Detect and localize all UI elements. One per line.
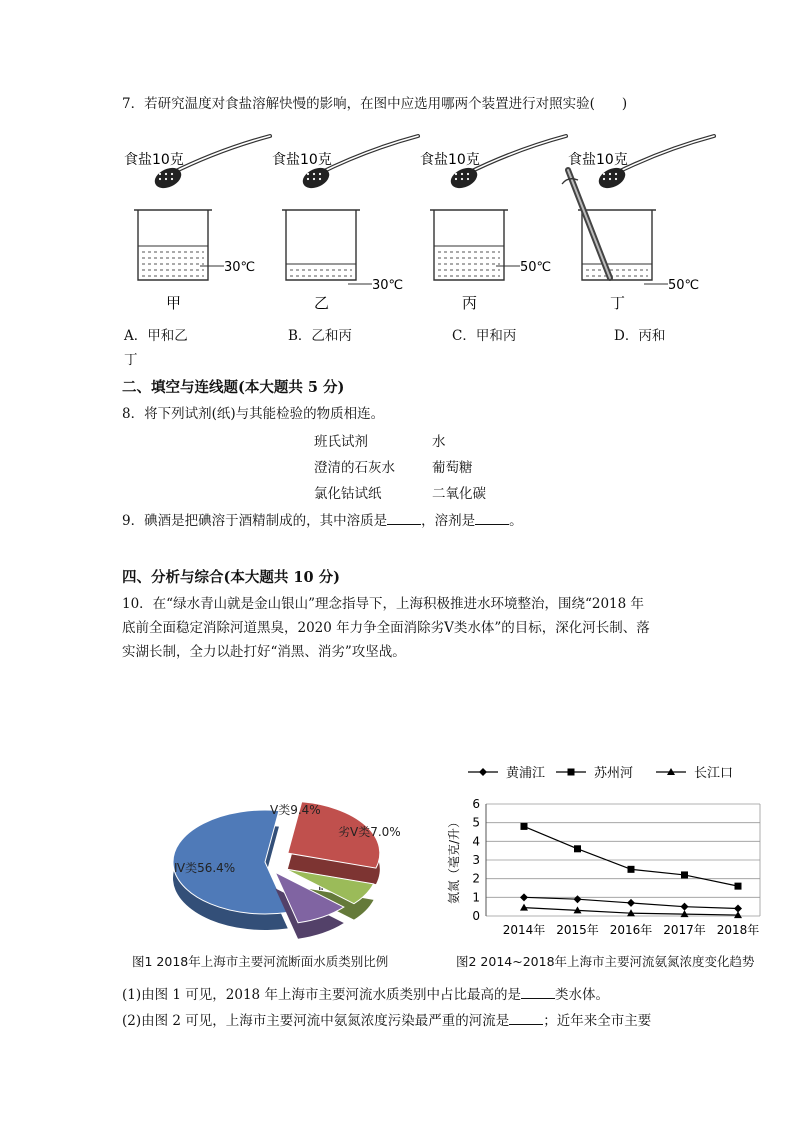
data-point — [574, 845, 581, 852]
y-tick-label: 4 — [472, 834, 480, 849]
salt-grain — [171, 173, 173, 175]
salt-grain — [461, 173, 463, 175]
setup-name: 丙 — [462, 294, 478, 312]
spoon-handle — [614, 136, 714, 174]
setup-2 — [272, 136, 418, 312]
salt-grain — [319, 173, 321, 175]
data-point — [681, 903, 689, 911]
q8-right-item[interactable]: 葡萄糖 — [432, 460, 473, 476]
q10-line: 底前全面稳定消除河道黑臭，2020 年力争全面消除劣Ⅴ类水体”的目标，深化河长制、落 — [122, 620, 650, 636]
q8-right-item[interactable]: 二氧化碳 — [432, 486, 486, 502]
option-c[interactable]: C．甲和丙 — [452, 328, 517, 344]
q10-line: 10．在“绿水青山就是金山银山”理念指导下，上海积极推进水环境整治，围绕“2018 年 — [122, 596, 645, 612]
q9-blank-solvent[interactable] — [475, 510, 509, 525]
salt-grain — [615, 178, 617, 180]
setup-4 — [562, 136, 714, 312]
salt-grain — [615, 173, 617, 175]
legend-label: 苏州河 — [594, 766, 634, 781]
q10-sub1-a: (1)由图 1 可见，2018 年上海市主要河流水质类别中占比最高的是 — [122, 987, 521, 1003]
setup-name: 甲 — [166, 294, 182, 312]
setup-name: 乙 — [314, 294, 330, 312]
pie-label: Ⅴ类9.4% — [270, 803, 321, 817]
y-tick-label: 2 — [472, 871, 480, 886]
pie-caption: 图1 2018年上海市主要河流断面水质类别比例 — [132, 954, 389, 969]
q8-left-item[interactable]: 氯化钴试纸 — [314, 486, 382, 502]
salt-grain — [609, 173, 611, 175]
pie-chart — [150, 780, 440, 940]
legend-label: 长江口 — [694, 766, 734, 781]
salt-grain — [159, 178, 161, 180]
series-line — [524, 826, 738, 886]
data-point — [681, 871, 688, 878]
q8-text: 8．将下列试剂(纸)与其能检验的物质相连。 — [122, 406, 385, 422]
y-tick-label: 3 — [472, 853, 480, 867]
salt-grain — [461, 178, 463, 180]
spoon-label: 食盐10克 — [568, 152, 628, 168]
x-tick-label: 2017年 — [663, 923, 706, 937]
q8-right-item[interactable]: 水 — [432, 434, 446, 450]
q9-part2: ，溶剂是 — [421, 513, 476, 529]
temp-label: 30℃ — [224, 260, 256, 275]
data-point — [735, 883, 742, 890]
data-point — [479, 768, 487, 776]
q10-line: 实湖长制，全力以赴打好“消黑、消劣”攻坚战。 — [122, 644, 406, 660]
setup-1 — [124, 136, 270, 312]
spoon-label: 食盐10克 — [124, 152, 184, 168]
data-point — [520, 893, 528, 901]
q9-text — [122, 510, 523, 531]
setup-3 — [420, 136, 566, 312]
salt-grain — [603, 173, 605, 175]
salt-grain — [165, 173, 167, 175]
salt-grain — [313, 178, 315, 180]
salt-grain — [455, 178, 457, 180]
option-d[interactable]: D．丙和 — [614, 328, 666, 344]
q9-part1: 9．碘酒是把碘溶于酒精制成的，其中溶质是 — [122, 513, 388, 529]
x-tick-label: 2016年 — [609, 923, 653, 937]
spoon-label: 食盐10克 — [272, 152, 332, 168]
q10-sub2-b: ；近年来全市主要 — [543, 1013, 652, 1029]
salt-grain — [307, 178, 309, 180]
q10-sub2-a: (2)由图 2 可见，上海市主要河流中氨氮浓度污染最严重的河流是 — [122, 1013, 510, 1029]
beaker-setups — [118, 128, 718, 318]
x-tick-label: 2018年 — [716, 923, 760, 937]
temp-label: 50℃ — [520, 260, 552, 275]
q10-sub2 — [122, 1010, 651, 1031]
option-a[interactable]: A．甲和乙 — [124, 328, 188, 344]
line-chart — [444, 760, 774, 946]
option-d-wrap: 丁 — [124, 352, 138, 368]
data-point — [521, 823, 528, 830]
spoon-handle — [170, 136, 270, 174]
salt-grain — [319, 178, 321, 180]
data-point — [520, 904, 528, 911]
q7-text: 7．若研究温度对食盐溶解快慢的影响，在图中应选用哪两个装置进行对照实验( ) — [122, 96, 628, 112]
q10-sub2-blank[interactable] — [509, 1010, 543, 1025]
salt-grain — [467, 173, 469, 175]
pie-label: 劣Ⅴ类7.0% — [338, 825, 401, 839]
y-tick-label: 5 — [472, 815, 480, 830]
y-tick-label: 1 — [472, 890, 480, 905]
data-point — [568, 769, 575, 776]
y-tick-label: 0 — [472, 909, 480, 923]
section2-title: 二、填空与连线题(本大题共 5 分) — [122, 379, 345, 396]
spoon-handle — [318, 136, 418, 174]
data-point — [628, 866, 635, 873]
salt-grain — [609, 178, 611, 180]
x-tick-label: 2014年 — [502, 923, 546, 937]
salt-grain — [165, 178, 167, 180]
legend — [468, 765, 733, 781]
data-point — [574, 895, 582, 903]
legend-label: 黄浦江 — [506, 766, 546, 781]
q10-sub1-blank[interactable] — [521, 984, 555, 999]
salt-grain — [159, 173, 161, 175]
salt-grain — [455, 173, 457, 175]
x-tick-label: 2015年 — [556, 923, 599, 937]
q10-sub1-b: 类水体。 — [554, 987, 609, 1003]
salt-grain — [171, 178, 173, 180]
q8-left-item[interactable]: 班氏试剂 — [314, 434, 368, 450]
data-point — [627, 899, 635, 907]
q10-text — [122, 592, 682, 664]
line-caption: 图2 2014~2018年上海市主要河流氨氮浓度变化趋势 — [456, 954, 755, 969]
q10-sub1 — [122, 984, 609, 1005]
temp-label: 30℃ — [372, 278, 404, 293]
q9-part3: 。 — [509, 513, 523, 529]
setup-name: 丁 — [610, 294, 626, 312]
salt-grain — [467, 178, 469, 180]
pie-slice-group — [173, 810, 288, 930]
salt-grain — [307, 173, 309, 175]
salt-grain — [603, 178, 605, 180]
y-axis-label: 氨氮（毫克/升） — [447, 815, 461, 905]
q9-blank-solute[interactable] — [387, 510, 421, 525]
spoon-handle — [466, 136, 566, 174]
y-tick-label: 6 — [472, 797, 480, 811]
q8-left-item[interactable]: 澄清的石灰水 — [314, 460, 395, 476]
option-b[interactable]: B．乙和丙 — [288, 328, 352, 344]
section4-title: 四、分析与综合(本大题共 10 分) — [122, 569, 340, 586]
temp-label: 50℃ — [668, 278, 700, 293]
pie-label: Ⅳ类56.4% — [174, 861, 236, 875]
salt-grain — [313, 173, 315, 175]
spoon-label: 食盐10克 — [420, 152, 480, 168]
